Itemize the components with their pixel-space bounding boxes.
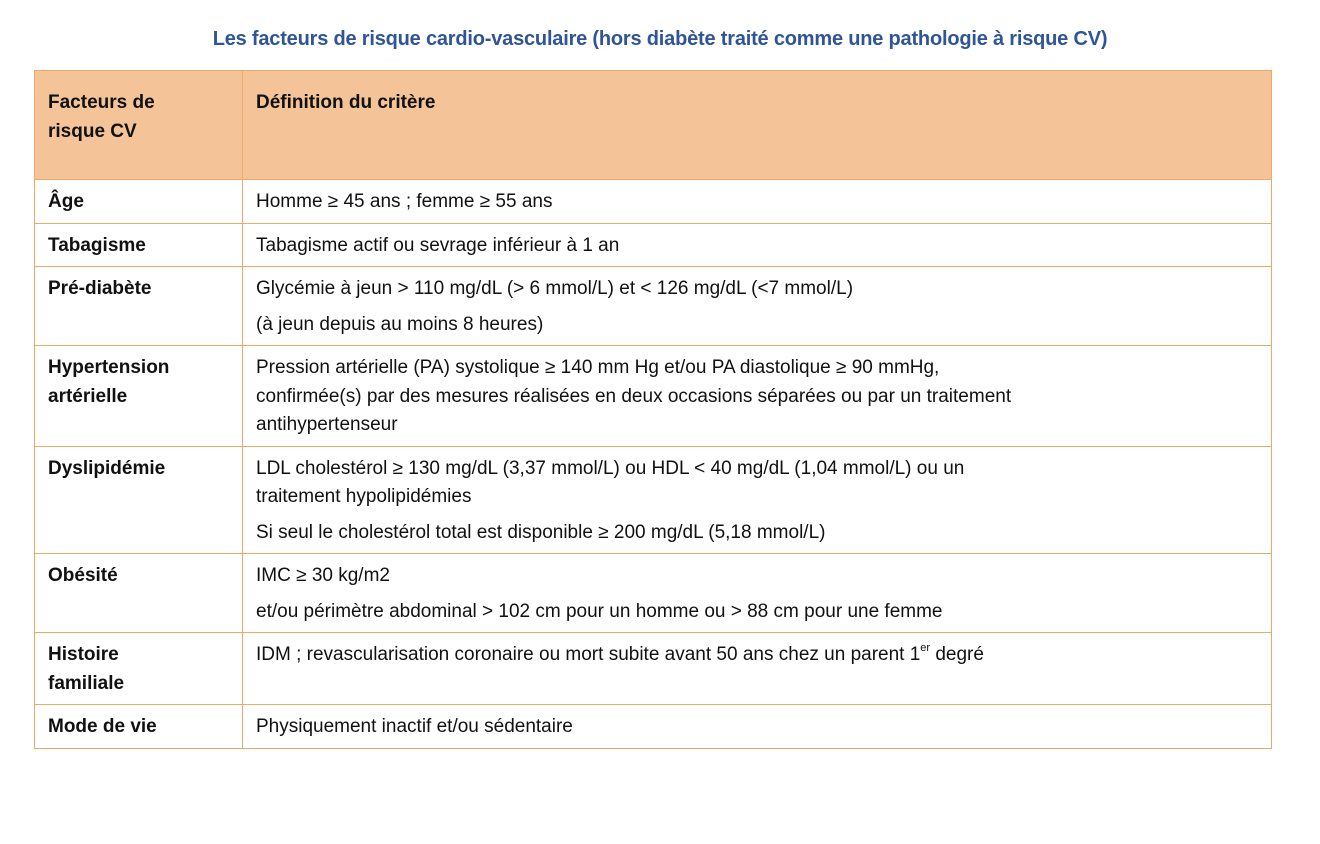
factor-cell: Tabagisme bbox=[35, 223, 243, 267]
definition-cell: Physiquement inactif et/ou sédentaire bbox=[243, 705, 1272, 749]
document-title: Les facteurs de risque cardio-vasculaire (hors diabète traité comme une pathologie à risque CV) bbox=[212, 28, 1108, 50]
table-header-row bbox=[35, 71, 1272, 180]
table-row bbox=[35, 180, 1272, 224]
table-row bbox=[35, 267, 1272, 346]
factor-cell: Pré-diabète bbox=[35, 267, 243, 346]
factor-cell: Âge bbox=[35, 180, 243, 224]
header-factor: Facteurs de risque CV bbox=[35, 71, 243, 180]
definition-cell: LDL cholestérol ≥ 130 mg/dL (3,37 mmol/L) ou HDL < 40 mg/dL (1,04 mmol/L) ou un traitement hypolipidémies Si seul le cholestérol total est disponible ≥ 200 mg/dL (5,18 mmol/L) bbox=[243, 446, 1272, 554]
header-definition: Définition du critère bbox=[243, 71, 1272, 180]
table-row bbox=[35, 346, 1272, 447]
factor-cell: Hypertension artérielle bbox=[35, 346, 243, 447]
table-row bbox=[35, 554, 1272, 633]
factor-cell: Mode de vie bbox=[35, 705, 243, 749]
risk-factors-table bbox=[34, 70, 1272, 749]
table-row bbox=[35, 223, 1272, 267]
definition-cell: Homme ≥ 45 ans ; femme ≥ 55 ans bbox=[243, 180, 1272, 224]
definition-cell: IMC ≥ 30 kg/m2 et/ou périmètre abdominal > 102 cm pour un homme ou > 88 cm pour une femme bbox=[243, 554, 1272, 633]
factor-cell: Obésité bbox=[35, 554, 243, 633]
definition-cell: Tabagisme actif ou sevrage inférieur à 1 an bbox=[243, 223, 1272, 267]
definition-cell: Glycémie à jeun > 110 mg/dL (> 6 mmol/L) et < 126 mg/dL (<7 mmol/L) (à jeun depuis au moins 8 heures) bbox=[243, 267, 1272, 346]
definition-cell: Pression artérielle (PA) systolique ≥ 140 mm Hg et/ou PA diastolique ≥ 90 mmHg, confirmée(s) par des mesures réalisées en deux occasions séparées ou par un traitement antihypertenseur bbox=[243, 346, 1272, 447]
table-row bbox=[35, 633, 1272, 705]
definition-cell: IDM ; revascularisation coronaire ou mort subite avant 50 ans chez un parent 1er degré bbox=[243, 633, 1272, 705]
table-row bbox=[35, 705, 1272, 749]
table-row bbox=[35, 446, 1272, 554]
factor-cell: Histoire familiale bbox=[35, 633, 243, 705]
superscript-ordinal: er bbox=[920, 641, 931, 654]
factor-cell: Dyslipidémie bbox=[35, 446, 243, 554]
